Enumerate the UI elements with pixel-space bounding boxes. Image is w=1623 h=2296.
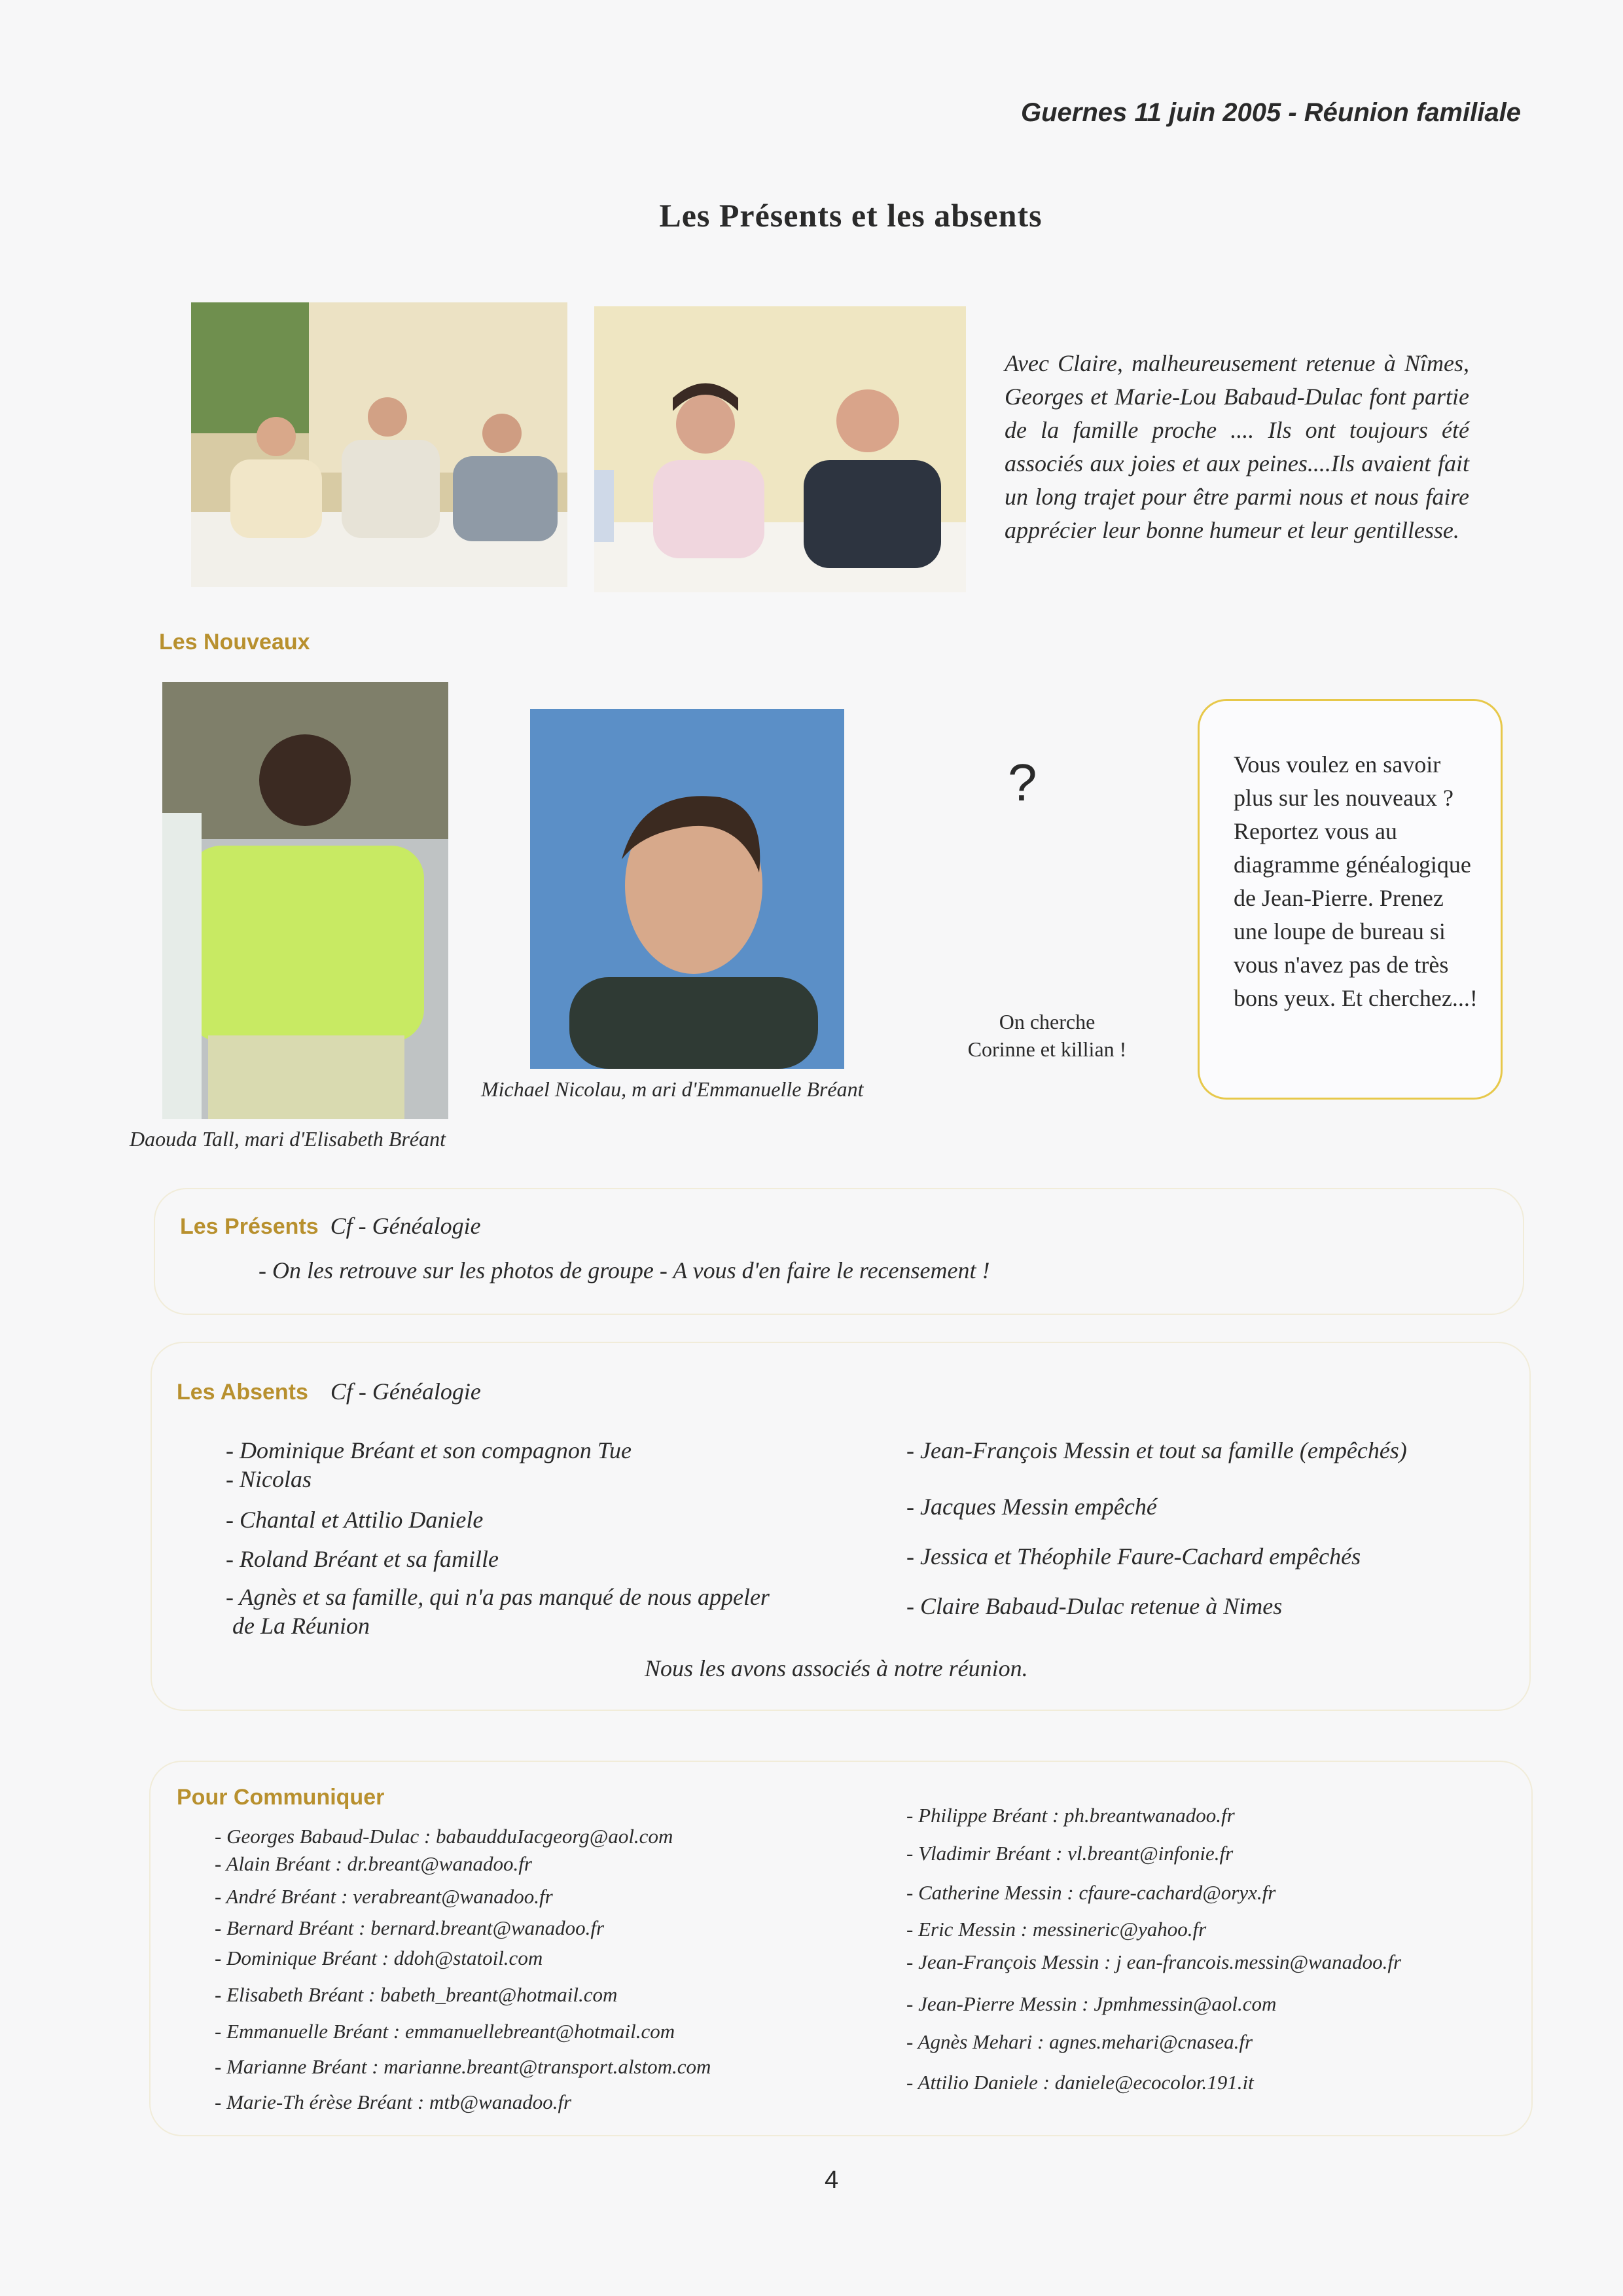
on-cherche-text-body: On cherche Corinne et killian ! xyxy=(967,1010,1127,1061)
absents-header xyxy=(177,1378,481,1405)
absent-item: - Dominique Bréant et son compagnon Tue xyxy=(226,1437,632,1463)
photo-michael xyxy=(530,709,844,1069)
caption-daouda: Daouda Tall, mari d'Elisabeth Bréant xyxy=(130,1127,446,1151)
contact-item: - Eric Messin : messineric@yahoo.fr xyxy=(906,1918,1207,1941)
caption-michael: Michael Nicolau, m ari d'Emmanuelle Bréant xyxy=(481,1077,864,1101)
presents-panel xyxy=(154,1188,1524,1315)
info-callout-box xyxy=(1198,699,1503,1100)
absent-item: - Nicolas xyxy=(226,1466,312,1492)
contact-item: - Bernard Bréant : bernard.breant@wanadoo.fr xyxy=(215,1916,605,1939)
contact-item: - Marie-Th érèse Bréant : mtb@wanadoo.fr xyxy=(215,2090,572,2113)
absent-item: de La Réunion xyxy=(232,1613,370,1639)
presents-line: - On les retrouve sur les photos de groupe - A vous d'en faire le recensement ! xyxy=(259,1257,990,1283)
absents-left-list xyxy=(226,1437,770,1640)
absent-item: - Jacques Messin empêché xyxy=(906,1494,1157,1520)
absent-item: - Chantal et Attilio Daniele xyxy=(226,1507,484,1533)
contact-item: - Alain Bréant : dr.breant@wanadoo.fr xyxy=(215,1852,532,1875)
question-mark: ? xyxy=(1008,753,1037,812)
contact-item: - Dominique Bréant : ddoh@statoil.com xyxy=(215,1946,543,1969)
contact-item: - Marianne Bréant : marianne.breant@transport.alstom.com xyxy=(215,2055,711,2078)
photo-daouda xyxy=(162,682,448,1119)
section-title-presents: Les Présents xyxy=(180,1214,319,1239)
photo-group-table xyxy=(191,302,567,587)
presents-header xyxy=(180,1212,481,1240)
contact-item: - André Bréant : verabreant@wanadoo.fr xyxy=(215,1885,553,1908)
contact-item: - Jean-Pierre Messin : Jpmhmessin@aol.com xyxy=(906,1992,1277,2015)
contact-item: - Catherine Messin : cfaure-cachard@oryx.fr xyxy=(906,1881,1276,1904)
contacts-left-list xyxy=(215,1825,711,2114)
absent-item: - Roland Bréant et sa famille xyxy=(226,1546,499,1572)
presents-ref: Cf - Généalogie xyxy=(330,1213,481,1239)
on-cherche-text xyxy=(942,1008,1152,1063)
page-title: Les Présents et les absents xyxy=(659,197,1043,234)
absent-item: - Agnès et sa famille, qui n'a pas manqué de nous appeler xyxy=(226,1584,770,1610)
section-title-nouveaux: Les Nouveaux xyxy=(159,630,310,655)
absents-footer: Nous les avons associés à notre réunion. xyxy=(645,1655,1028,1681)
absent-item: - Claire Babaud-Dulac retenue à Nimes xyxy=(906,1593,1283,1619)
absent-item: - Jessica et Théophile Faure-Cachard empêchés xyxy=(906,1543,1361,1570)
contact-item: - Vladimir Bréant : vl.breant@infonie.fr xyxy=(906,1842,1234,1865)
contact-item: - Emmanuelle Bréant : emmanuellebreant@hotmail.com xyxy=(215,2020,675,2043)
absents-ref: Cf - Généalogie xyxy=(330,1378,481,1405)
intro-paragraph: Avec Claire, malheureusement retenue à Nîmes, Georges et Marie-Lou Babaud-Dulac font partie de la famille proche .... Ils ont toujours été associés aux joies et aux peines....Ils avaient fait un long trajet pour être parmi nous et nous faire apprécier leur bonne humeur et leur gentillesse. xyxy=(1005,350,1469,543)
absent-item: - Jean-François Messin et tout sa famille (empêchés) xyxy=(906,1437,1407,1463)
page-number: 4 xyxy=(825,2166,839,2194)
contact-item: - Georges Babaud-Dulac : babaudduIacgeorg@aol.com xyxy=(215,1825,673,1848)
contact-item: - Agnès Mehari : agnes.mehari@cnasea.fr xyxy=(906,2030,1253,2053)
section-title-absents: Les Absents xyxy=(177,1380,308,1405)
contact-item: - Jean-François Messin : j ean-francois.messin@wanadoo.fr xyxy=(906,1950,1402,1973)
contact-item: - Elisabeth Bréant : babeth_breant@hotmail.com xyxy=(215,1983,618,2006)
contact-item: - Philippe Bréant : ph.breantwanadoo.fr xyxy=(906,1804,1235,1827)
photo-couple xyxy=(594,306,966,592)
info-callout-text: Vous voulez en savoir plus sur les nouveaux ? Reportez vous au diagramme généalogique de Jean-Pierre. Prenez une loupe de bureau si vous n'avez pas de très bons yeux. Et cherchez...! xyxy=(1234,751,1478,1011)
page-header: Guernes 11 juin 2005 - Réunion familiale xyxy=(1021,98,1521,127)
contacts-right-list xyxy=(906,1804,1401,2094)
section-title-communiquer: Pour Communiquer xyxy=(177,1785,385,1810)
contact-item: - Attilio Daniele : daniele@ecocolor.191.it xyxy=(906,2071,1254,2094)
absents-right-list xyxy=(906,1437,1407,1620)
